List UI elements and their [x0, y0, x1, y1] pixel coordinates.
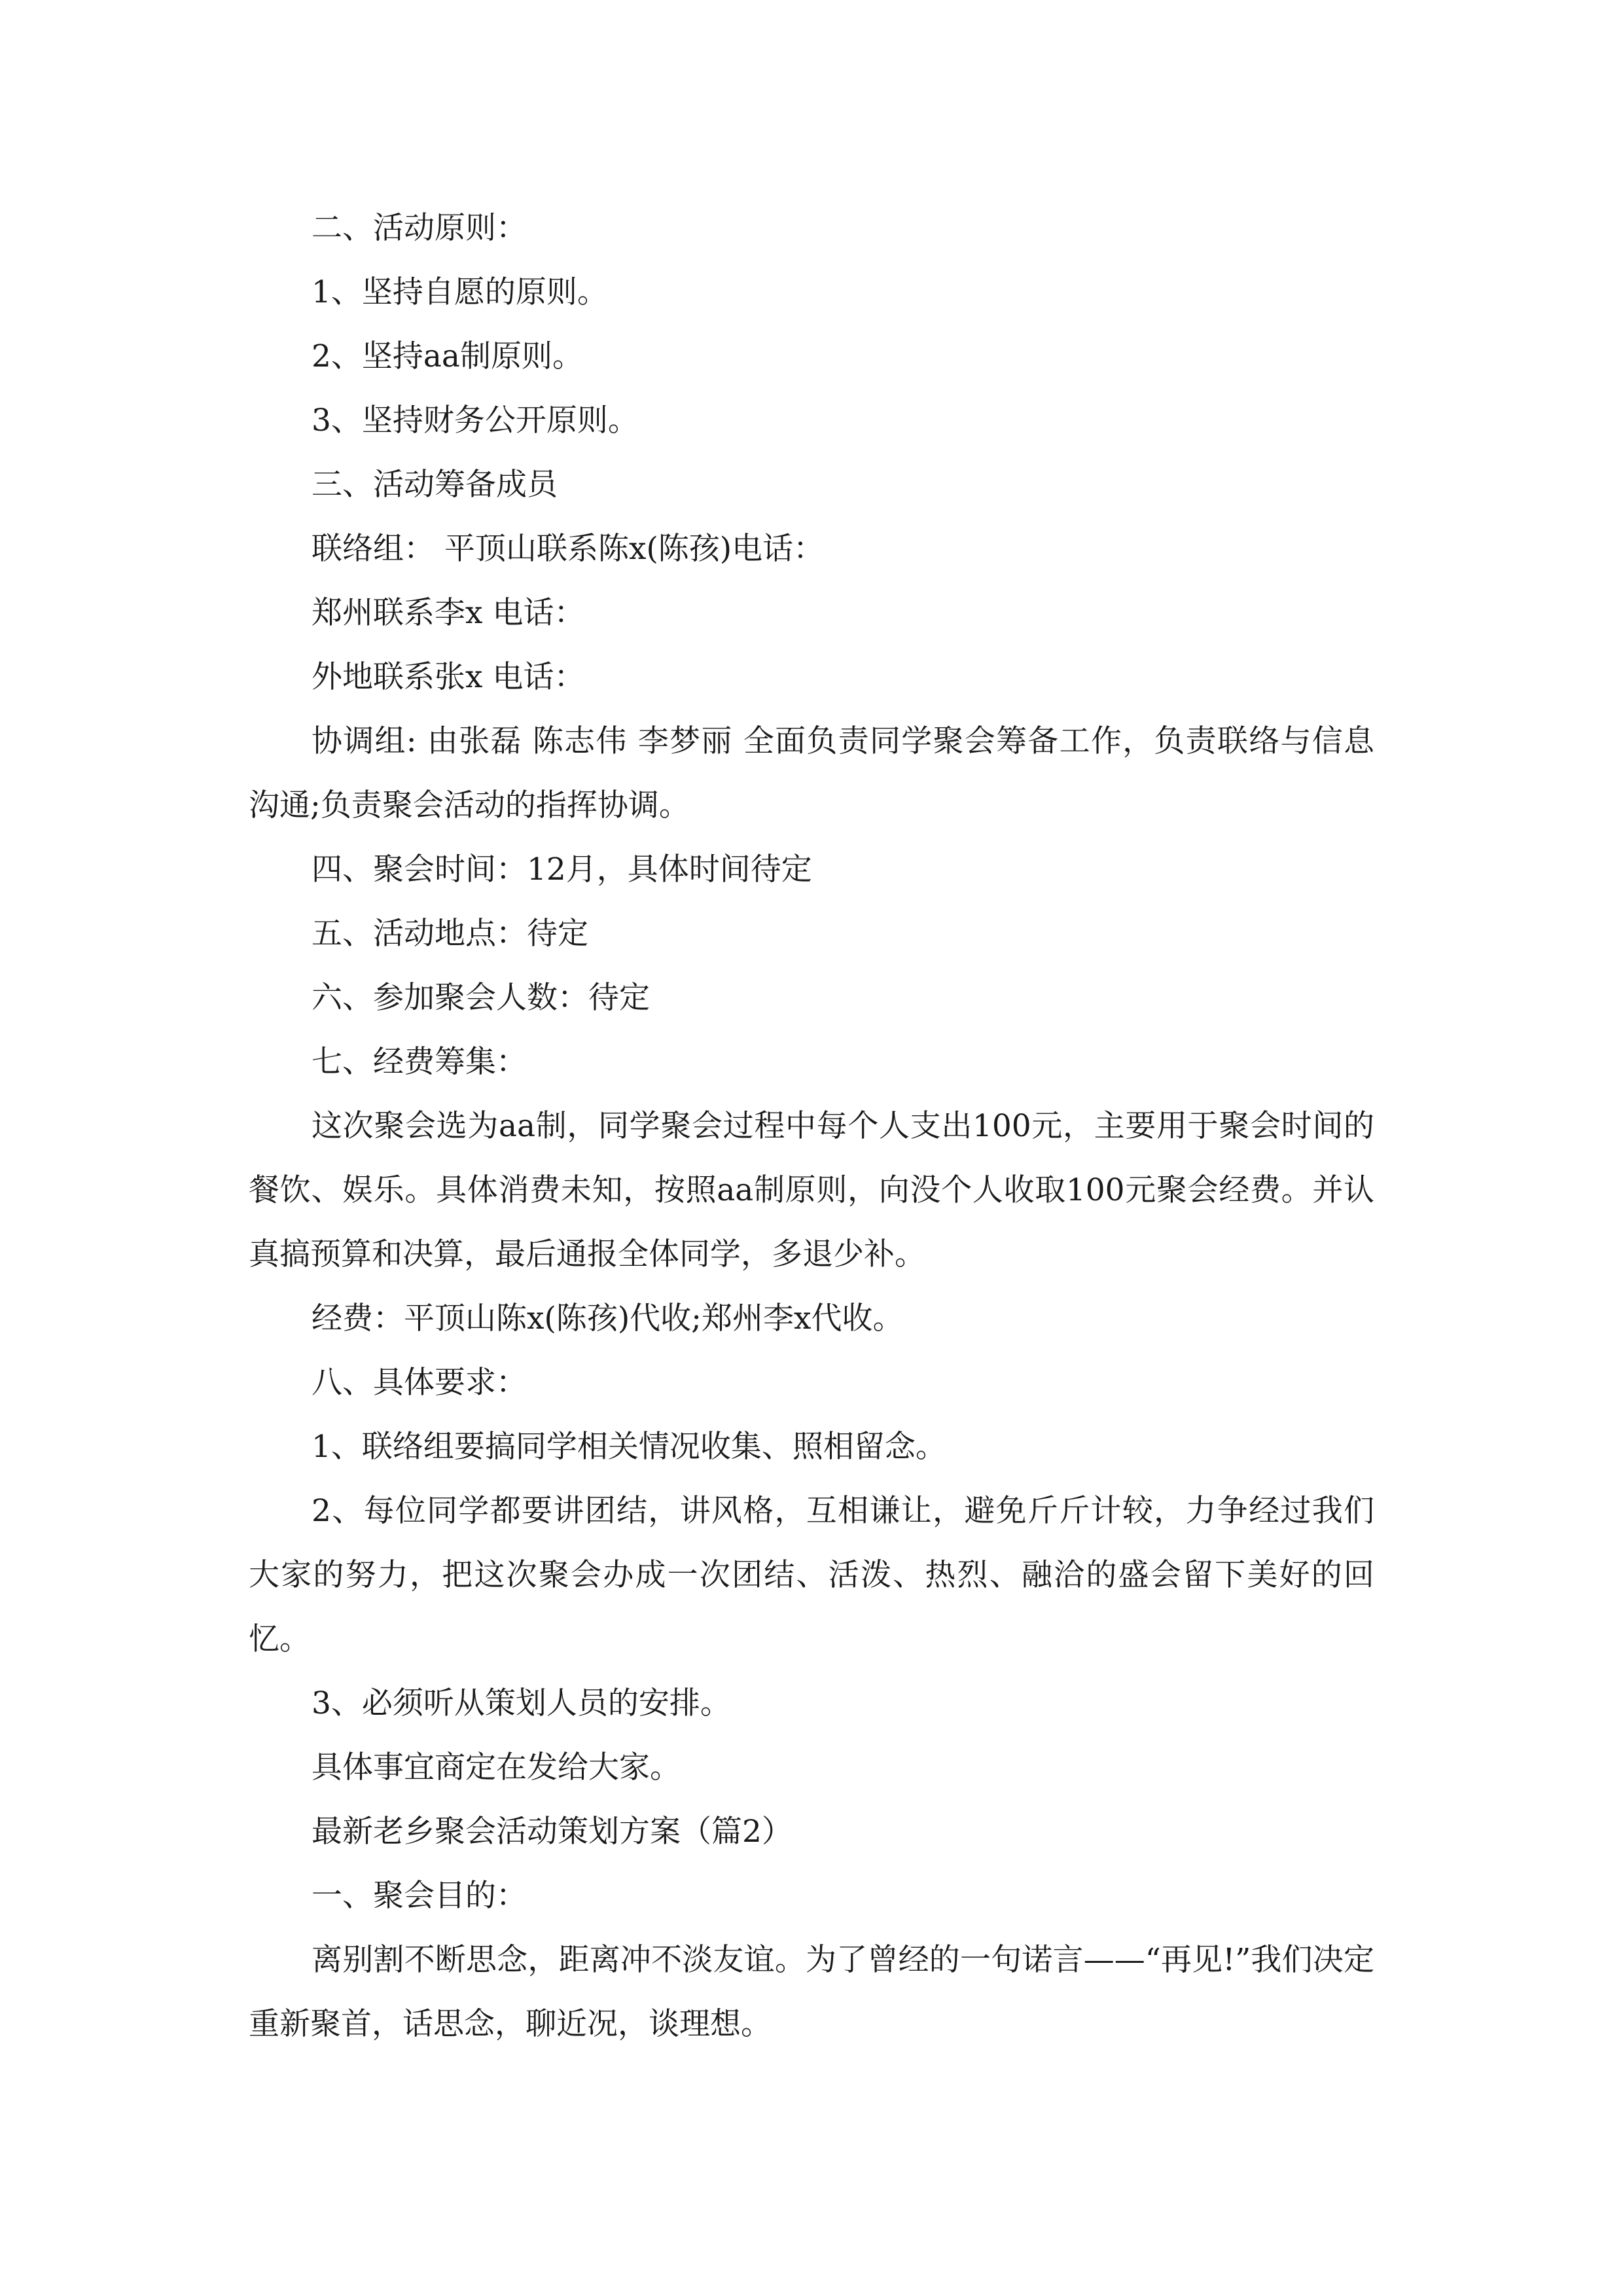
- section-heading-members: 三、活动筹备成员: [312, 467, 558, 503]
- contact-outside: 外地联系张x 电话：: [312, 659, 585, 695]
- principle-item-3: 3、坚持财务公开原则。: [312, 403, 639, 439]
- requirement-item-1: 1、联络组要搞同学相关情况收集、照相留念。: [312, 1429, 946, 1465]
- purpose-description: 离别割不断思念，距离冲不淡友谊。为了曾经的一句诺言——“再见!”我们决定重新聚首，话思念，聊近况，谈理想。: [249, 1942, 1374, 2042]
- section-heading-purpose: 一、聚会目的：: [312, 1878, 527, 1914]
- section-heading-location: 五、活动地点：待定: [312, 916, 588, 952]
- document-body: [249, 196, 1374, 2056]
- section-heading-attendance: 六、参加聚会人数：待定: [312, 980, 650, 1016]
- section-heading-time: 四、聚会时间：12月，具体时间待定: [312, 852, 812, 888]
- section-heading-funding: 七、经费筹集：: [312, 1044, 527, 1080]
- contact-zhengzhou: 郑州联系李x 电话：: [312, 595, 585, 631]
- requirement-item-3: 3、必须听从策划人员的安排。: [312, 1685, 731, 1721]
- closing-note: 具体事宜商定在发给大家。: [312, 1749, 681, 1785]
- section-heading-requirements: 八、具体要求：: [312, 1365, 527, 1401]
- requirement-item-2: 2、每位同学都要讲团结，讲风格，互相谦让，避免斤斤计较，力争经过我们大家的努力，把这次聚会办成一次团结、活泼、热烈、融洽的盛会留下美好的回忆。: [249, 1493, 1374, 1657]
- principle-item-2: 2、坚持aa制原则。: [312, 338, 583, 374]
- funding-collectors: 经费：平顶山陈x(陈孩)代收;郑州李x代收。: [312, 1300, 904, 1336]
- contact-group-pingdingshan: 联络组： 平顶山联系陈x(陈孩)电话：: [312, 531, 825, 567]
- funding-description: 这次聚会选为aa制，同学聚会过程中每个人支出100元，主要用于聚会时间的餐饮、娱乐。具体消费未知，按照aa制原则，向没个人收取100元聚会经费。并认真搞预算和决算，最后通报全体同学，多退少补。: [249, 1108, 1374, 1272]
- plan-title-part-2: 最新老乡聚会活动策划方案（篇2）: [312, 1814, 793, 1850]
- section-heading-principles: 二、活动原则：: [312, 210, 527, 246]
- coordination-group: 协调组: 由张磊 陈志伟 李梦丽 全面负责同学聚会筹备工作，负责联络与信息沟通;负责聚会活动的指挥协调。: [249, 723, 1374, 823]
- principle-item-1: 1、坚持自愿的原则。: [312, 274, 608, 310]
